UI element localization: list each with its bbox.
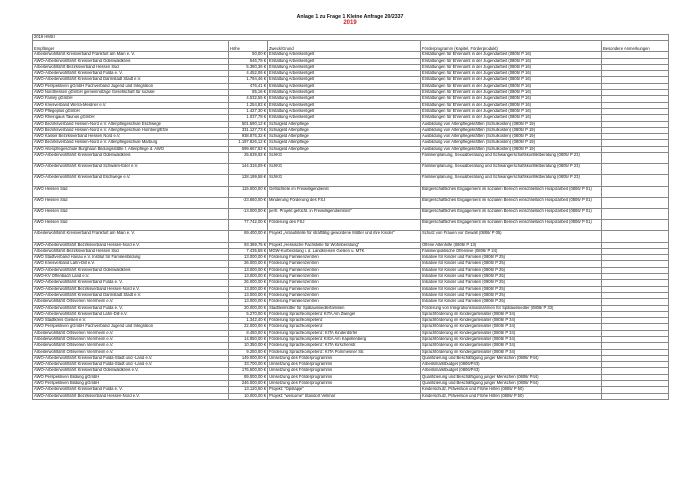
table-row — [33, 393, 669, 399]
cell-purpose: Umsetzung des Förderprogramms — [268, 374, 421, 380]
cell-recipient: AWO Bezirksverband Hessen-Nord e.V. Altenpflegeschule Eschwege — [33, 121, 229, 127]
cell-recipient: AWO Hessen Süd — [33, 208, 229, 219]
cell-purpose: Förderung Familienzentren — [268, 255, 421, 261]
cell-purpose: Förderung Sprachkompetenz KIGA Am Kapellenberg — [268, 337, 421, 343]
cell-program: Initiative für Kinder und Familien (0806/ P 25) — [421, 292, 602, 298]
cell-amount: 13.000,00 € — [229, 292, 268, 298]
cell-amount: 1.427,30 € — [229, 108, 268, 114]
cell-recipient: AWO-KV Offenbach Land e.V. — [33, 274, 229, 280]
cell-program: Förderung von Integrationsmaßnahmen für Spätaussiedler (0806/ P 33) — [421, 305, 602, 311]
cell-recipient: Arbeiterwohlfahrt Kreisverband Frankfurt am Main e. V. — [33, 52, 229, 58]
cell-purpose: Erstattung Arbeitsentgelt — [268, 52, 421, 58]
table-row — [33, 186, 669, 197]
table-row — [33, 220, 669, 231]
cell-program: Bürgerschaftliches Engagement im sozialen Bereich einschließlich Hospizarbeit (0806/ P 01) — [421, 208, 602, 219]
cell-recipient: AWO-Arbeiterwohlfahrt Bezirksverband Hessen-Nord e.V. — [33, 286, 229, 292]
cell-program: Familienpolitische Offensive (0806/ P 24) — [421, 248, 602, 254]
cell-note — [602, 231, 669, 242]
cell-program: Sprachförderung im Kindergartenalter (0806/ P 34) — [421, 318, 602, 324]
cell-purpose: Minderung Förderung des FSJ — [268, 197, 421, 208]
cell-amount: 115.000,00 € — [229, 186, 268, 197]
cell-amount: 13.000,00 € — [229, 267, 268, 273]
cell-amount: 5.380,36 € — [229, 64, 268, 70]
cell-purpose: Erstattung Arbeitsentgelt — [268, 90, 421, 96]
cell-amount: 4.452,06 € — [229, 71, 268, 77]
cell-program: Erstattungen für Ehrenamt in der Jugendarbeit (0805/ P 16) — [421, 96, 602, 102]
cell-recipient: AWO Perspektiven gGmbH Fachverband Jugend und Integration — [33, 83, 229, 89]
cell-recipient: AWO-Arbeiterwohlfahrt Kreisverband Fulda-Stadt und -Land e.V. — [33, 362, 229, 368]
cell-recipient: AWO-Arbeiterwohlfahrt Kreisverband Fulda e. V. — [33, 387, 229, 393]
cell-program: Erstattungen für Ehrenamt in der Jugendarbeit (0805/ P 16) — [421, 90, 602, 96]
cell-recipient: AWO-Arbeiterwohlfahrt Kreisverband Darmstadt Stadt e.V. — [33, 77, 229, 83]
cell-program: Initiative für Kinder und Familien (0806/ P 25) — [421, 299, 602, 305]
cell-program: Ausbildung von Altenpflegekräften (Schulkosten) (0805/ P 19) — [421, 127, 602, 133]
cell-recipient: AWO-Arbeiterwohlfahrt Kreisverband Darmstadt Stadt e.V. — [33, 292, 229, 298]
cell-program: Sprachförderung im Kindergartenalter (0806/ P 34) — [421, 349, 602, 355]
column-header-recipient: Empfänger — [33, 41, 229, 52]
cell-purpose: Förderung Familienzentren — [268, 286, 421, 292]
cell-recipient: AWO Kreisverband Werra-Meißner e.V. — [33, 102, 229, 108]
cell-amount: 93.389,75 € — [229, 242, 268, 248]
cell-recipient: AWO Stadtverband Hanau e.V. Institut für Familienbildung — [33, 255, 229, 261]
cell-recipient: AWO Bezirksverband Hessen-Nord e.V. Altenpflegeschule Marburg — [33, 140, 229, 146]
cell-program: Familienplanung, Sexualberatung und Schwangerschaftskonfliktberatung (0805/ P 23) — [421, 175, 602, 186]
cell-purpose: Erstattung Arbeitsentgelt — [268, 108, 421, 114]
cell-program: Ausbildung von Altenpflegekräften (Schulkosten) (0805/ P 19) — [421, 146, 602, 152]
cell-purpose: Förderung Familienzentren — [268, 261, 421, 267]
cell-program: Familienplanung, Sexualberatung und Schwangerschaftskonfliktberatung (0805/ P 23) — [421, 164, 602, 175]
cell-recipient: Arbeiterwohlfahrt Ortsverein Viernheim e.V. — [33, 299, 229, 305]
cell-recipient: Arbeiterwohlfahrt Ortsverein Viernheim e.V. — [33, 349, 229, 355]
cell-amount: -23.660,00 € — [229, 197, 268, 208]
cell-purpose: MGW-Kurberatung i. d. Landkreisen Gießen u. MTK — [268, 248, 421, 254]
cell-recipient: AWO-Arbeiterwohlfahrt Kreisverband Fulda e. V. — [33, 280, 229, 286]
cell-purpose: Förderung des FSJ — [268, 220, 421, 231]
column-header-notes: Besondere Anmerkungen — [602, 41, 669, 52]
cell-recipient: Arbeiterwohlfahrt Ortsverein Viernheim e.V. — [33, 337, 229, 343]
cell-program: Erstattungen für Ehrenamt in der Jugendarbeit (0805/ P 16) — [421, 71, 602, 77]
cell-amount: 13.000,00 € — [229, 286, 268, 292]
table-row — [33, 197, 669, 208]
cell-program: Initiative für Kinder und Familien (0806/ P 25) — [421, 255, 602, 261]
cell-purpose: Projekt „Anlaufstelle für straffällig gewordene Mütter und ihre Kinder“ — [268, 231, 421, 242]
cell-recipient: AWO Perspektiven gGmbH Fachverband Jugend und Integration — [33, 324, 229, 330]
cell-purpose: Projekt „Hessische Fachstelle für Wohnberatung“ — [268, 242, 421, 248]
column-header-purpose: Zweck/Grund — [268, 41, 421, 52]
cell-amount: 1.037,78 € — [229, 115, 268, 121]
cell-program: Initiative für Kinder und Familien (0806/ P 25) — [421, 274, 602, 280]
cell-recipient: AWO Kassel Bezirksverband Hessen Nord e.V. — [33, 134, 229, 140]
cell-amount: 10.350,00 € — [229, 343, 268, 349]
cell-note — [602, 175, 669, 186]
cell-recipient: AWO-Arbeiterwohlfahrt Kreisverband Odenwaldkreis — [33, 58, 229, 64]
cell-recipient: AWO-Arbeiterwohlfahrt Kreisverband Schwalm-Eder e.V. — [33, 164, 229, 175]
cell-amount: 26.000,00 € — [229, 280, 268, 286]
cell-purpose: Erstattung Arbeitsentgelt — [268, 83, 421, 89]
cell-recipient: AWO-Arbeiterwohlfahrt Kreisverband Odenwaldkreis — [33, 267, 229, 273]
cell-purpose: Umsetzung des Förderprogramms — [268, 368, 421, 374]
table-row — [33, 164, 669, 175]
cell-recipient: AWO-Arbeiterwohlfahrt Kreisverband Eschwege e.V. — [33, 175, 229, 186]
cell-program: Qualifizierung und Beschäftigung junger Menschen (0806/ P44) — [421, 381, 602, 387]
cell-amount: 246.000,00 € — [229, 381, 268, 387]
cell-amount: 1.254,82 € — [229, 102, 268, 108]
cell-amount: 50,00 € — [229, 52, 268, 58]
cell-program: Qualifizierung und Beschäftigung junger Menschen (0806/ P44) — [421, 374, 602, 380]
cell-program: Schutz von Frauen vor Gewalt (0806/ P 05) — [421, 231, 602, 242]
cell-purpose: Förderung Sprachkompetenz: KITA Pommesner Str. — [268, 349, 421, 355]
cell-purpose: Schulgeld Altenpflege — [268, 140, 421, 146]
cell-program: Sprachförderung im Kindergartenalter (0806/ P 34) — [421, 343, 602, 349]
cell-note — [602, 197, 669, 208]
cell-recipient: AWO Stadtkreis Gießen e.V. — [33, 318, 229, 324]
cell-program: Ausbildung von Altenpflegekräften (Schulkosten) (0805/ P 19) — [421, 121, 602, 127]
cell-purpose: Förderung Familienzentren — [268, 280, 421, 286]
document-title: Anlage 1 zu Frage 1 Kleine Anfrage 20/2337 — [296, 14, 404, 20]
cell-recipient: AWO Hessen Süd — [33, 197, 229, 208]
cell-purpose: Schulgeld Altenpflege — [268, 121, 421, 127]
cell-program: Arbeitsmarktbudget (0806/P43) — [421, 368, 602, 374]
cell-program: Erstattungen für Ehrenamt in der Jugendarbeit (0805/ P 16) — [421, 83, 602, 89]
cell-recipient: AWO-Arbeiterwohlfahrt Kreisverband Fulda-Stadt und -Land e.V. — [33, 355, 229, 361]
cell-amount: 22.000,00 € — [229, 324, 268, 330]
cell-recipient: AWO-Arbeiterwohlfahrt Bezirksverband Hessen-Nord e.V. — [33, 393, 229, 399]
cell-purpose: Erstattung Arbeitsentgelt — [268, 102, 421, 108]
cell-recipient: AWO-Arbeiterwohlfahrt Kreisverband Lahn-Dill e.V. — [33, 311, 229, 317]
cell-amount: 331.127,73 € — [229, 127, 268, 133]
cell-program: Initiative für Kinder und Familien (0806/ P 25) — [421, 286, 602, 292]
cell-purpose: Förderung Sprachkompetenz KITA Am Zwingel — [268, 311, 421, 317]
cell-recipient: AWO Bezirksverband Hessen-Nord e.V. Altenpflegeschule Homberg/Efze — [33, 127, 229, 133]
cell-purpose: perfr. Projekt gefücht. in Freiwilligendiensten" — [268, 208, 421, 219]
cell-amount: 10.000,00 € — [229, 393, 268, 399]
cell-purpose: Förderung Sprachkompetenz — [268, 318, 421, 324]
cell-purpose: SchKG — [268, 153, 421, 164]
cell-recipient: Arbeiterwohlfahrt Bezirksverband Hessen Süd — [33, 248, 229, 254]
cell-amount: 1.342,40 € — [229, 318, 268, 324]
cell-purpose: Projekt: "Opstapje" — [268, 387, 421, 393]
cell-amount: 144.316,09 € — [229, 164, 268, 175]
cell-recipient: AWO-Arbeiterwohlfahrt Kreisverband Odenwaldkreis — [33, 153, 229, 164]
cell-purpose: SchKG — [268, 164, 421, 175]
cell-recipient: AWO Hessen Süd — [33, 186, 229, 197]
cell-recipient: AWO Rheingaus Taunus gGmbH — [33, 115, 229, 121]
cell-recipient: AWO Perspektiven Bildung gGmbH — [33, 381, 229, 387]
cell-purpose: Umsetzung des Förderprogramms — [268, 362, 421, 368]
cell-purpose: Erstattung Arbeitsentgelt — [268, 77, 421, 83]
cell-amount: 20.000,00 € — [229, 305, 268, 311]
cell-amount: 13.000,00 € — [229, 274, 268, 280]
cell-program: Bürgerschaftliches Engagement im sozialen Bereich einschließlich Hospizarbeit (0806/ P 01) — [421, 220, 602, 231]
cell-purpose: Umsetzung des Förderprogramms — [268, 355, 421, 361]
cell-program: Sprachförderung im Kindergartenalter (0806/ P 34) — [421, 330, 602, 336]
cell-purpose: Erstattung Arbeitsentgelt — [268, 96, 421, 102]
cell-amount: 9.250,00 € — [229, 349, 268, 355]
cell-note — [602, 186, 669, 197]
cell-purpose: Förderung Sprachkompetenz: KITA Kirschenstr. — [268, 343, 421, 349]
document-year: 2019 — [343, 20, 357, 27]
cell-program: Erstattungen für Ehrenamt in der Jugendarbeit (0805/ P 16) — [421, 64, 602, 70]
cell-amount: 89.000,00 € — [229, 374, 268, 380]
funding-table — [32, 34, 669, 400]
cell-amount: 176.500,00 € — [229, 368, 268, 374]
cell-amount: 25.639,92 € — [229, 153, 268, 164]
cell-program: Sprachförderung im Kindergartenalter (0806/ P 34) — [421, 337, 602, 343]
cell-purpose: Erstattung Arbeitsentgelt — [268, 64, 421, 70]
cell-amount: 128.199,58 € — [229, 175, 268, 186]
cell-amount: 1.794,46 € — [229, 77, 268, 83]
cell-purpose: Erstattung Arbeitsentgelt — [268, 115, 421, 121]
cell-note — [602, 393, 669, 399]
cell-program: Initiative für Kinder und Familien (0806/ P 25) — [421, 280, 602, 286]
cell-program: Kinderschutz, Prävention und Frühe Hilfen (0806/ P 50) — [421, 393, 602, 399]
cell-program: Kinderschutz, Prävention und Frühe Hilfen (0806/ P 50) — [421, 387, 602, 393]
cell-note — [602, 220, 669, 231]
cell-purpose: Förderung Familienzentren — [268, 292, 421, 298]
cell-amount: 13.000,00 € — [229, 255, 268, 261]
cell-recipient: AWO-Arbeiterwohlfahrt Kreisverband Fulda e. V. — [33, 71, 229, 77]
cell-amount: 149.000,00 € — [229, 355, 268, 361]
cell-amount: 85,16 € — [229, 90, 268, 96]
cell-note — [602, 153, 669, 164]
cell-purpose: Umsetzung des Förderprogramms — [268, 381, 421, 387]
cell-program: Qualifizierung und Beschäftigung junger Menschen (0806/ P44) — [421, 355, 602, 361]
cell-recipient: AWO-Arbeiterwohlfahrt Kreisverband Odenwaldkreis e.V. — [33, 368, 229, 374]
table-header-row — [33, 41, 669, 52]
cell-amount: 26.000,00 € — [229, 261, 268, 267]
cell-amount: 13.000,00 € — [229, 299, 268, 305]
cell-recipient: AWO Altenpflegeschule Burghaun Bildungsstätte f. Altenpflege d. AWO — [33, 146, 229, 152]
cell-program: Erstattungen für Ehrenamt in der Jugendarbeit (0805/ P 16) — [421, 52, 602, 58]
cell-recipient: Arbeiterwohlfahrt Kreisverband Frankfurt am Main e. V. — [33, 231, 229, 242]
cell-recipient: AWO Kreisverband Lahn-Dill e.V. — [33, 261, 229, 267]
table-row — [33, 175, 669, 186]
cell-program: Erstattungen für Ehrenamt in der Jugendarbeit (0805/ P 16) — [421, 115, 602, 121]
cell-purpose: Projekt: "welcome" Standort Vellmar — [268, 393, 421, 399]
cell-program: Bürgerschaftliches Engagement im sozialen Bereich einschließlich Hospizarbeit (0806/ P 01) — [421, 197, 602, 208]
cell-recipient: Arbeiterwohlfahrt Ortsverein Viernheim e.V. — [33, 343, 229, 349]
cell-amount: 501.590,12 € — [229, 121, 268, 127]
column-header-program: Förderprogramm (Kapitel, Förderprodukt) — [421, 41, 602, 52]
table-row — [33, 208, 669, 219]
cell-program: Ausbildung von Altenpflegekräften (Schulkosten) (0805/ P 19) — [421, 134, 602, 140]
cell-recipient: AWO Pflegeplus gGmbH — [33, 108, 229, 114]
cell-purpose: Förderung Familienzentren — [268, 267, 421, 273]
cell-recipient: AWO Hessen Süd — [33, 220, 229, 231]
cell-recipient: AWO-Arbeiterwohlfahrt Bezirksverband Hessen-Nord e.V. — [33, 242, 229, 248]
cell-purpose: Stadtteilmütter für Spätaussiedlerfamilien — [268, 305, 421, 311]
cell-purpose: Erstattung Arbeitsentgelt — [268, 58, 421, 64]
cell-amount: 13.120,50 € — [229, 387, 268, 393]
cell-purpose: Erstattung Arbeitsentgelt — [268, 71, 421, 77]
cell-recipient: AWO Nordhessen gGmbH gemeinnützige Gesellschaft für soziale — [33, 90, 229, 96]
cell-program: Ausbildung von Altenpflegekräften (Schulkosten) (0805/ P 19) — [421, 140, 602, 146]
cell-program: Offene Altenhilfe (0806/ P 13) — [421, 242, 602, 248]
cell-amount: 77.742,00 € — [229, 220, 268, 231]
cell-program: Initiative für Kinder und Familien (0806/ P 25) — [421, 267, 602, 273]
table-row — [33, 153, 669, 164]
cell-program: Erstattungen für Ehrenamt in der Jugendarbeit (0805/ P 16) — [421, 102, 602, 108]
table-caption: 2019 HMSI — [33, 35, 669, 41]
cell-program: Sprachförderung im Kindergartenalter (0806/ P 34) — [421, 311, 602, 317]
cell-program: Familienplanung, Sexualberatung und Schwangerschaftskonfliktberatung (0805/ P 23) — [421, 153, 602, 164]
cell-amount: 8.450,00 € — [229, 330, 268, 336]
cell-program: Bürgerschaftliches Engagement im sozialen Bereich einschließlich Hospizarbeit (0806/ P 01) — [421, 186, 602, 197]
cell-note — [602, 208, 669, 219]
cell-purpose: SchKG — [268, 175, 421, 186]
cell-amount: 5.270,00 € — [229, 311, 268, 317]
cell-recipient: AWO Perspektiven Bildung gGmbH — [33, 374, 229, 380]
cell-program: Erstattungen für Ehrenamt in der Jugendarbeit (0805/ P 16) — [421, 58, 602, 64]
cell-purpose: Geflüchtete im Freiwilligendienst — [268, 186, 421, 197]
cell-recipient: AWO Family gGmbH — [33, 96, 229, 102]
cell-program: Erstattungen für Ehrenamt in der Jugendarbeit (0805/ P 16) — [421, 77, 602, 83]
cell-recipient: Arbeiterwohlfahrt Bezirksverband Hessen Süd — [33, 64, 229, 70]
cell-amount: 546,78 € — [229, 58, 268, 64]
cell-amount: -13.000,00 € — [229, 208, 268, 219]
cell-amount: 7.435,58 € — [229, 248, 268, 254]
cell-purpose: Förderung Sprachkompetenz: KITA Kinderdörfel — [268, 330, 421, 336]
cell-amount: 599.667,82 € — [229, 146, 268, 152]
cell-amount: 33.700,00 € — [229, 362, 268, 368]
cell-program: Erstattungen für Ehrenamt in der Jugendarbeit (0805/ P 16) — [421, 108, 602, 114]
cell-purpose: Schulgeld Altenpflege — [268, 134, 421, 140]
cell-program: Initiative für Kinder und Familien (0806/ P 25) — [421, 261, 602, 267]
cell-purpose: Förderung Sprachkompetenz — [268, 324, 421, 330]
cell-purpose: Schulgeld Altenpflege — [268, 127, 421, 133]
cell-recipient: Arbeiterwohlfahrt Ortsverein Viernheim e.V. — [33, 330, 229, 336]
cell-amount: 938.876,32 € — [229, 134, 268, 140]
column-header-amount: Höhe — [229, 41, 268, 52]
cell-note — [602, 164, 669, 175]
cell-program: Sprachförderung im Kindergartenalter (0806/ P 34) — [421, 324, 602, 330]
cell-purpose: Schulgeld Altenpflege — [268, 146, 421, 152]
table-row — [33, 231, 669, 242]
cell-purpose: Förderung Familienzentren — [268, 299, 421, 305]
cell-amount: 1.197.826,12 € — [229, 140, 268, 146]
cell-program: Arbeitsmarktbudget (0806/P43) — [421, 362, 602, 368]
cell-recipient: AWO-Arbeiterwohlfahrt Kreisverband Fulda e. V. — [33, 305, 229, 311]
cell-amount: 476,41 € — [229, 83, 268, 89]
cell-amount: 4.532,56 € — [229, 96, 268, 102]
cell-amount: 14.850,00 € — [229, 337, 268, 343]
cell-amount: 69.400,00 € — [229, 231, 268, 242]
cell-purpose: Förderung Familienzentren — [268, 274, 421, 280]
document-header — [0, 14, 700, 27]
